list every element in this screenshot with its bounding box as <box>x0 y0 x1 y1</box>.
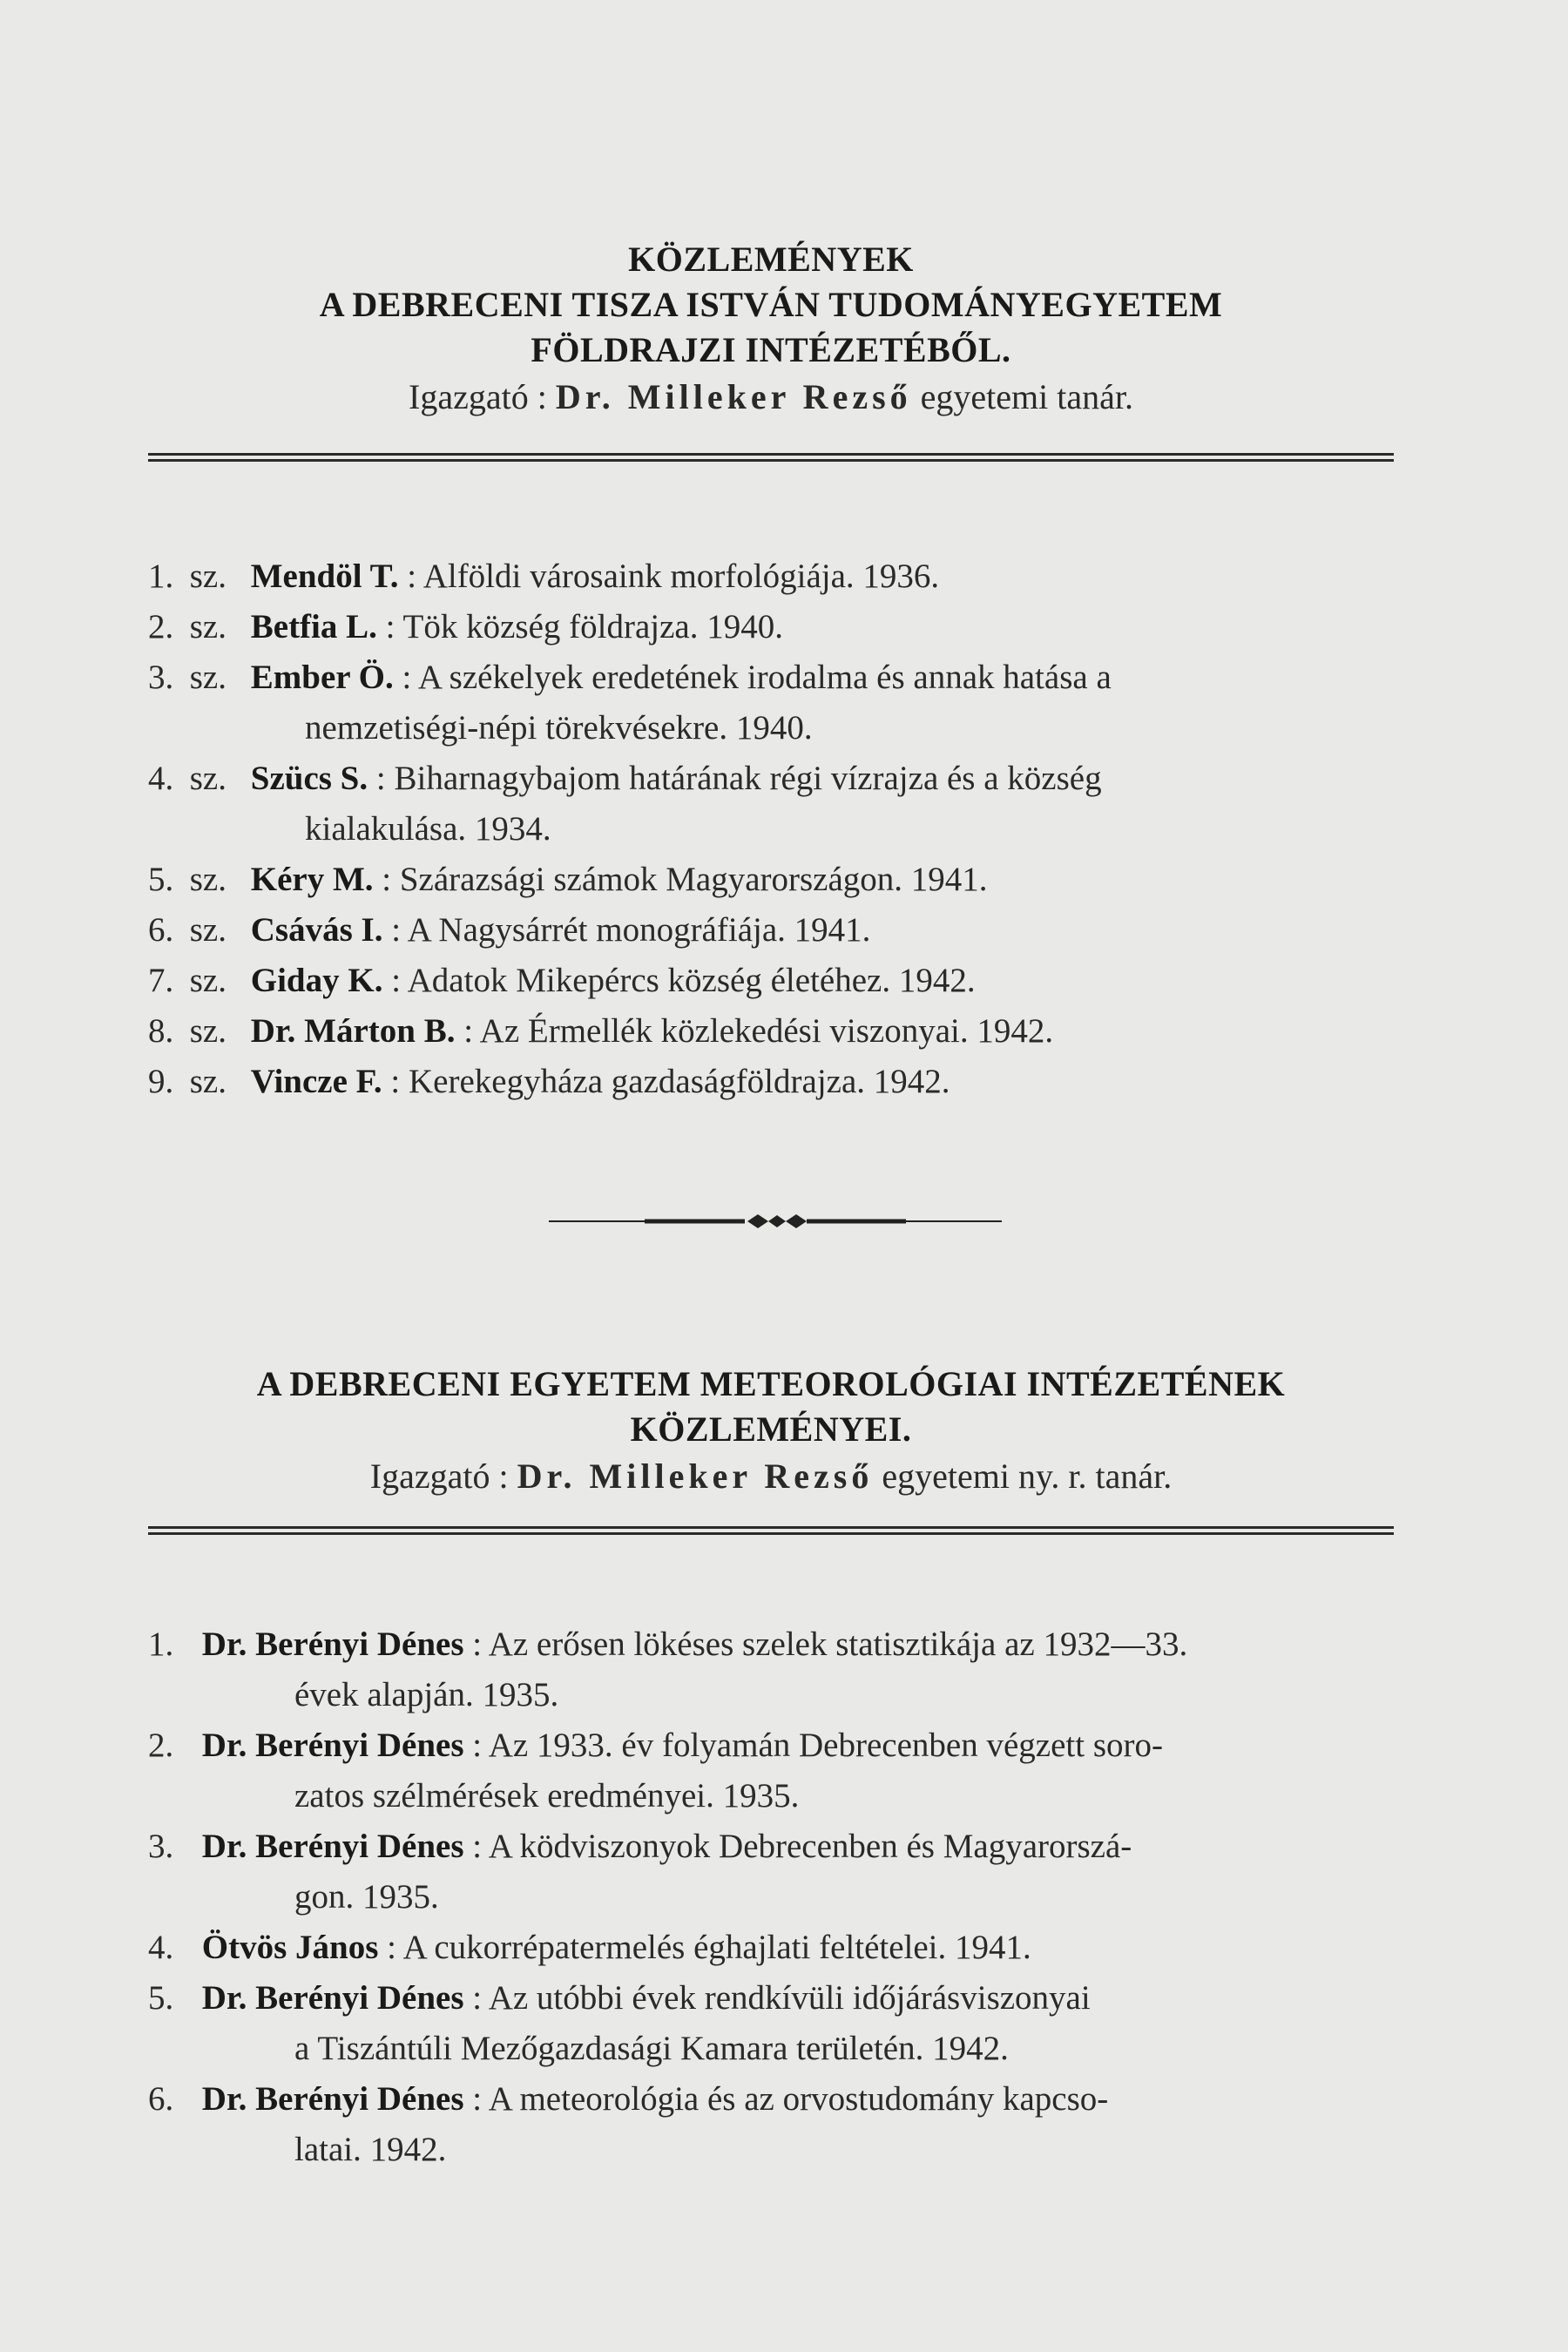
item-author: Dr. Márton B. <box>250 1012 456 1050</box>
geography-title-line-2: A DEBRECENI TISZA ISTVÁN TUDOMÁNYEGYETEM <box>319 285 1223 324</box>
item-title: Biharnagybajom határának régi vízrajza és a község <box>394 760 1102 797</box>
director-name: Dr. Milleker Rezső <box>517 1456 874 1496</box>
item-series-label: sz. <box>189 608 226 645</box>
item-separator: : <box>378 1929 403 1966</box>
item-number: 5. <box>148 1979 174 2017</box>
meteorology-title-line-1: A DEBRECENI EGYETEM METEOROLÓGIAI INTÉZETÉNEK <box>256 1364 1286 1403</box>
director-title: egyetemi tanár. <box>920 377 1133 416</box>
item-author: Vincze F. <box>250 1063 382 1100</box>
item-series-label: sz. <box>189 861 226 898</box>
item-author: Dr. Berényi Dénes <box>201 1979 464 2017</box>
item-author: Betfia L. <box>250 608 377 645</box>
item-author: Csávás I. <box>250 911 383 949</box>
item-title: A ködviszonyok Debrecenben és Magyarorszá- <box>488 1828 1132 1865</box>
item-author: Mendöl T. <box>250 558 399 595</box>
item-author: Ötvös János <box>201 1929 379 1966</box>
diamond-icon <box>768 1215 786 1227</box>
item-title-continuation: gon. 1935. <box>294 1878 439 1916</box>
list-item <box>148 1619 1402 1720</box>
item-number: 6. <box>148 2080 174 2118</box>
item-number: 1. <box>148 1625 174 1663</box>
item-title-continuation: a Tiszántúli Mezőgazdasági Kamara területén. 1942. <box>294 2030 1009 2067</box>
double-rule-divider <box>148 1526 1394 1535</box>
item-number: 1. <box>148 558 174 595</box>
list-item <box>148 602 1402 652</box>
item-number: 7. <box>148 962 174 999</box>
item-title: Az 1933. év folyamán Debrecenben végzett soro- <box>488 1727 1163 1764</box>
ornamental-divider <box>549 1211 1002 1232</box>
item-separator: : <box>463 2080 489 2118</box>
item-title-continuation: latai. 1942. <box>294 2131 447 2168</box>
geography-header <box>139 237 1402 422</box>
item-number: 2. <box>148 1727 174 1764</box>
list-item <box>148 1720 1402 1821</box>
item-series-label: sz. <box>189 1012 226 1050</box>
item-title: Az utóbbi évek rendkívüli időjárásviszonyai <box>488 1979 1091 2017</box>
item-number: 3. <box>148 1828 174 1865</box>
item-author: Giday K. <box>250 962 383 999</box>
item-series-label: sz. <box>189 1063 226 1100</box>
geography-title-line-1: KÖZLEMÉNYEK <box>628 240 914 279</box>
list-item <box>148 754 1402 855</box>
item-author: Szücs S. <box>250 760 368 797</box>
item-series-label: sz. <box>189 558 226 595</box>
item-number: 5. <box>148 861 174 898</box>
director-label: Igazgató : <box>369 1456 509 1496</box>
item-separator: : <box>382 911 408 949</box>
list-item <box>148 1923 1402 1973</box>
item-author: Dr. Berényi Dénes <box>201 1625 464 1663</box>
item-separator: : <box>373 861 400 898</box>
item-separator: : <box>376 608 403 645</box>
item-title: Tök község földrajza. 1940. <box>402 608 783 645</box>
meteorology-header <box>139 1362 1402 1501</box>
item-series-label: sz. <box>189 659 226 696</box>
item-title-continuation: nemzetiségi-népi törekvésekre. 1940. <box>305 709 813 747</box>
item-separator: : <box>463 1727 489 1764</box>
item-separator: : <box>398 558 423 595</box>
item-author: Kéry M. <box>250 861 374 898</box>
item-title: Az erősen lökéses szelek statisztikája az 1932—33. <box>488 1625 1188 1663</box>
list-item <box>148 905 1402 956</box>
item-title-continuation: zatos szélmérések eredményei. 1935. <box>294 1777 800 1815</box>
item-series-label: sz. <box>189 760 226 797</box>
double-rule-divider <box>148 453 1394 462</box>
item-separator: : <box>455 1012 480 1050</box>
list-item <box>148 2074 1402 2175</box>
director-label: Igazgató : <box>409 377 547 416</box>
item-title: A Nagysárrét monográfiája. 1941. <box>407 911 871 949</box>
item-number: 4. <box>148 1929 174 1966</box>
item-title: Az Érmellék közlekedési viszonyai. 1942. <box>479 1012 1054 1050</box>
list-item <box>148 855 1402 905</box>
item-separator: : <box>463 1625 489 1663</box>
item-series-label: sz. <box>189 911 226 949</box>
meteorology-director <box>139 1452 1402 1501</box>
item-title: Adatok Mikepércs község életéhez. 1942. <box>407 962 976 999</box>
item-author: Dr. Berényi Dénes <box>201 2080 464 2118</box>
list-item <box>148 551 1402 602</box>
item-author: Dr. Berényi Dénes <box>201 1727 464 1764</box>
item-title: A székelyek eredetének irodalma és annak hatása a <box>417 659 1112 696</box>
list-item <box>148 1057 1402 1107</box>
item-author: Ember Ö. <box>250 659 394 696</box>
list-item <box>148 1973 1402 2074</box>
list-item <box>148 1821 1402 1923</box>
item-number: 8. <box>148 1012 174 1050</box>
item-title: A cukorrépatermelés éghajlati feltételei. 1941. <box>402 1929 1031 1966</box>
director-title: egyetemi ny. r. tanár. <box>882 1456 1173 1496</box>
item-number: 6. <box>148 911 174 949</box>
item-title: Alföldi városaink morfológiája. 1936. <box>422 558 940 595</box>
item-title: A meteorológia és az orvostudomány kapcso- <box>488 2080 1109 2118</box>
item-separator: : <box>382 1063 409 1100</box>
item-number: 2. <box>148 608 174 645</box>
item-title-continuation: évek alapján. 1935. <box>294 1676 559 1713</box>
list-item <box>148 652 1402 754</box>
geography-title-line-3: FÖLDRAJZI INTÉZETÉBŐL. <box>531 330 1011 369</box>
item-separator: : <box>382 962 408 999</box>
item-separator: : <box>463 1979 489 2017</box>
item-title: Szárazsági számok Magyarországon. 1941. <box>399 861 988 898</box>
list-item <box>148 1006 1402 1057</box>
geography-director <box>139 373 1402 422</box>
meteorology-title-line-2: KÖZLEMÉNYEI. <box>630 1409 912 1449</box>
director-name: Dr. Milleker Rezső <box>555 377 912 416</box>
item-separator: : <box>463 1828 489 1865</box>
item-title: Kerekegyháza gazdaságföldrajza. 1942. <box>409 1063 950 1100</box>
item-title-continuation: kialakulása. 1934. <box>305 810 551 848</box>
diamond-icon <box>786 1214 807 1228</box>
list-item <box>148 956 1402 1006</box>
item-author: Dr. Berényi Dénes <box>201 1828 464 1865</box>
item-separator: : <box>368 760 395 797</box>
geography-publication-list <box>148 551 1402 1107</box>
item-number: 4. <box>148 760 174 797</box>
item-separator: : <box>393 659 418 696</box>
diamond-icon <box>747 1214 768 1228</box>
meteorology-publication-list <box>148 1619 1402 2175</box>
item-number: 9. <box>148 1063 174 1100</box>
item-series-label: sz. <box>189 962 226 999</box>
item-number: 3. <box>148 659 174 696</box>
